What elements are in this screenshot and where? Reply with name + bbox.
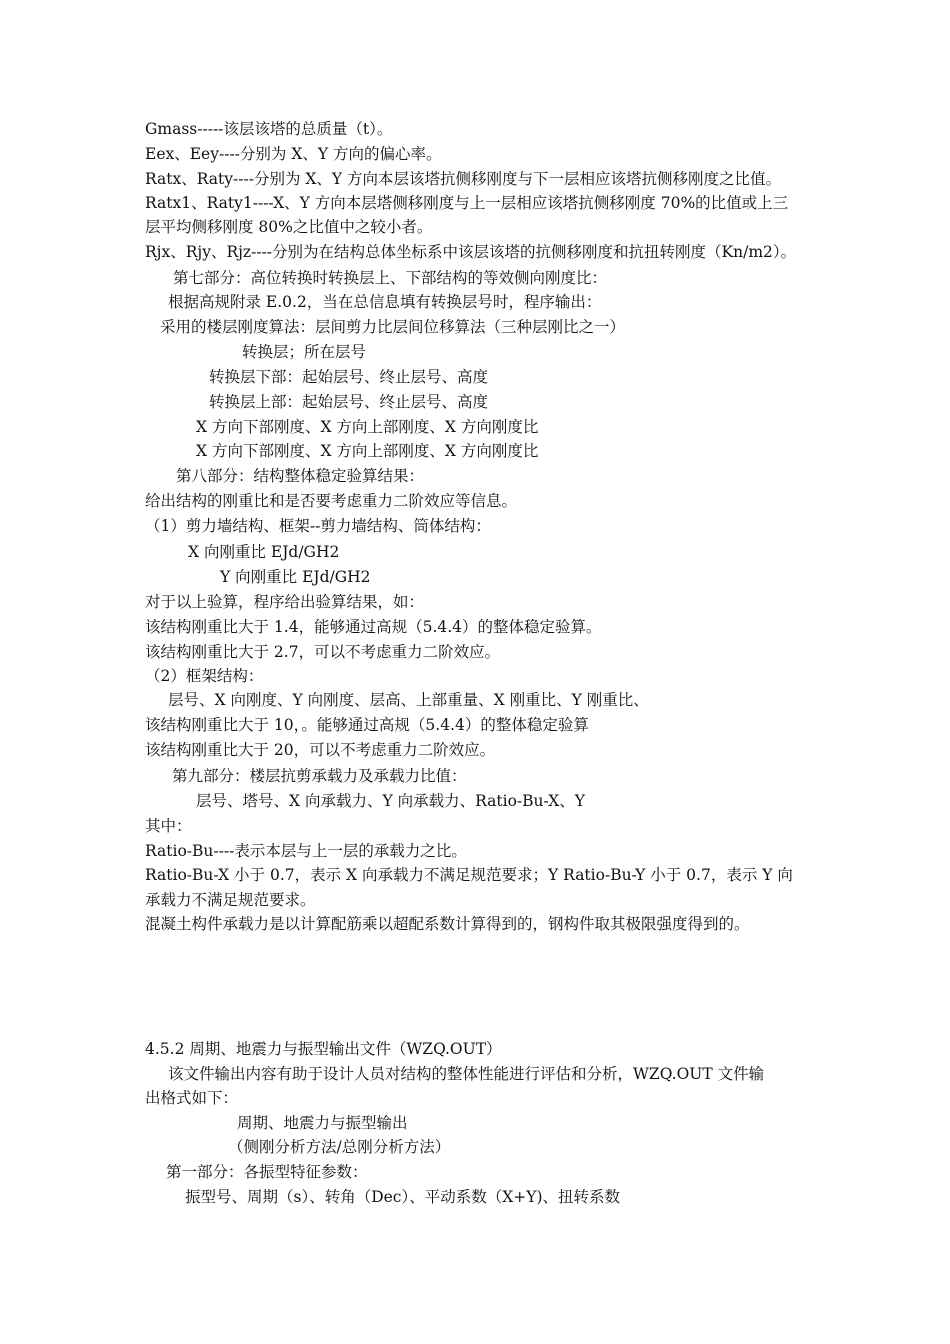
section-heading: 第一部分：各振型特征参数： bbox=[166, 1163, 368, 1181]
text-line: （1）剪力墙结构、框架--剪力墙结构、筒体结构： bbox=[145, 517, 491, 535]
text-line: Ratx1、Raty1----X、Y 方向本层塔侧移刚度与上一层相应该塔抗侧移刚度 70%的比值或上三 bbox=[145, 194, 789, 212]
text-line: 转换层；所在层号 bbox=[242, 343, 367, 361]
text-line: 层号、X 向刚度、Y 向刚度、层高、上部重量、X 刚重比、Y 刚重比、 bbox=[168, 691, 649, 709]
section-title: 4.5.2 周期、地震力与振型输出文件（WZQ.OUT） bbox=[145, 1040, 502, 1058]
text-line: 承载力不满足规范要求。 bbox=[145, 891, 316, 909]
text-line: Eex、Eey----分别为 X、Y 方向的偏心率。 bbox=[145, 145, 442, 163]
text-line: （2）框架结构： bbox=[145, 667, 264, 685]
text-line: 层平均侧移刚度 80%之比值中之较小者。 bbox=[145, 218, 433, 236]
section-heading: 第八部分：结构整体稳定验算结果： bbox=[176, 467, 425, 485]
text-line: X 方向下部刚度、X 方向上部刚度、X 方向刚度比 bbox=[196, 442, 539, 460]
text-line: （侧刚分析方法/总刚分析方法） bbox=[228, 1138, 451, 1156]
text-line: 周期、地震力与振型输出 bbox=[237, 1114, 408, 1132]
text-line: 转换层上部：起始层号、终止层号、高度 bbox=[209, 393, 489, 411]
text-line: 转换层下部：起始层号、终止层号、高度 bbox=[209, 368, 489, 386]
section-heading: 第九部分：楼层抗剪承载力及承载力比值： bbox=[172, 767, 467, 785]
text-line: 采用的楼层刚度算法：层间剪力比层间位移算法（三种层刚比之一） bbox=[160, 318, 626, 336]
text-line: 出格式如下： bbox=[145, 1089, 239, 1107]
text-line: 该文件输出内容有助于设计人员对结构的整体性能进行评估和分析，WZQ.OUT 文件输 bbox=[168, 1065, 765, 1083]
text-line: 该结构刚重比大于 20，可以不考虑重力二阶效应。 bbox=[145, 741, 496, 759]
text-line: Gmass-----该层该塔的总质量（t）。 bbox=[145, 120, 393, 138]
text-line: Rjx、Rjy、Rjz----分别为在结构总体坐标系中该层该塔的抗侧移刚度和抗扭转刚度（Kn/m2）。 bbox=[145, 243, 797, 261]
text-line: X 方向下部刚度、X 方向上部刚度、X 方向刚度比 bbox=[196, 418, 539, 436]
text-line: 该结构刚重比大于 10，。能够通过高规（5.4.4）的整体稳定验算 bbox=[145, 716, 589, 734]
text-line: 其中： bbox=[145, 817, 192, 835]
text-line: 该结构刚重比大于 1.4，能够通过高规（5.4.4）的整体稳定验算。 bbox=[145, 618, 602, 636]
text-line: 层号、塔号、X 向承载力、Y 向承载力、Ratio-Bu-X、Y bbox=[196, 792, 585, 810]
text-line: Y 向刚重比 EJd/GH2 bbox=[220, 568, 371, 586]
text-line: Ratio-Bu----表示本层与上一层的承载力之比。 bbox=[145, 842, 467, 860]
text-line: 该结构刚重比大于 2.7，可以不考虑重力二阶效应。 bbox=[145, 643, 501, 661]
text-line: X 向刚重比 EJd/GH2 bbox=[188, 543, 340, 561]
text-line: Ratio-Bu-X 小于 0.7，表示 X 向承载力不满足规范要求；Y Ratio-Bu-Y 小于 0.7，表示 Y 向 bbox=[145, 866, 793, 884]
section-heading: 第七部分：高位转换时转换层上、下部结构的等效侧向刚度比： bbox=[173, 269, 608, 287]
text-line: 给出结构的刚重比和是否要考虑重力二阶效应等信息。 bbox=[145, 492, 518, 510]
text-line: 根据高规附录 E.0.2，当在总信息填有转换层号时，程序输出： bbox=[168, 293, 602, 311]
text-line: 振型号、周期（s）、转角（Dec）、平动系数（X+Y)、扭转系数 bbox=[185, 1188, 621, 1206]
text-line: 混凝土构件承载力是以计算配筋乘以超配系数计算得到的，钢构件取其极限强度得到的。 bbox=[145, 915, 750, 933]
text-line: Ratx、Raty----分别为 X、Y 方向本层该塔抗侧移刚度与下一层相应该塔抗侧移刚度之比值。 bbox=[145, 170, 782, 188]
text-line: 对于以上验算，程序给出验算结果，如： bbox=[145, 593, 425, 611]
